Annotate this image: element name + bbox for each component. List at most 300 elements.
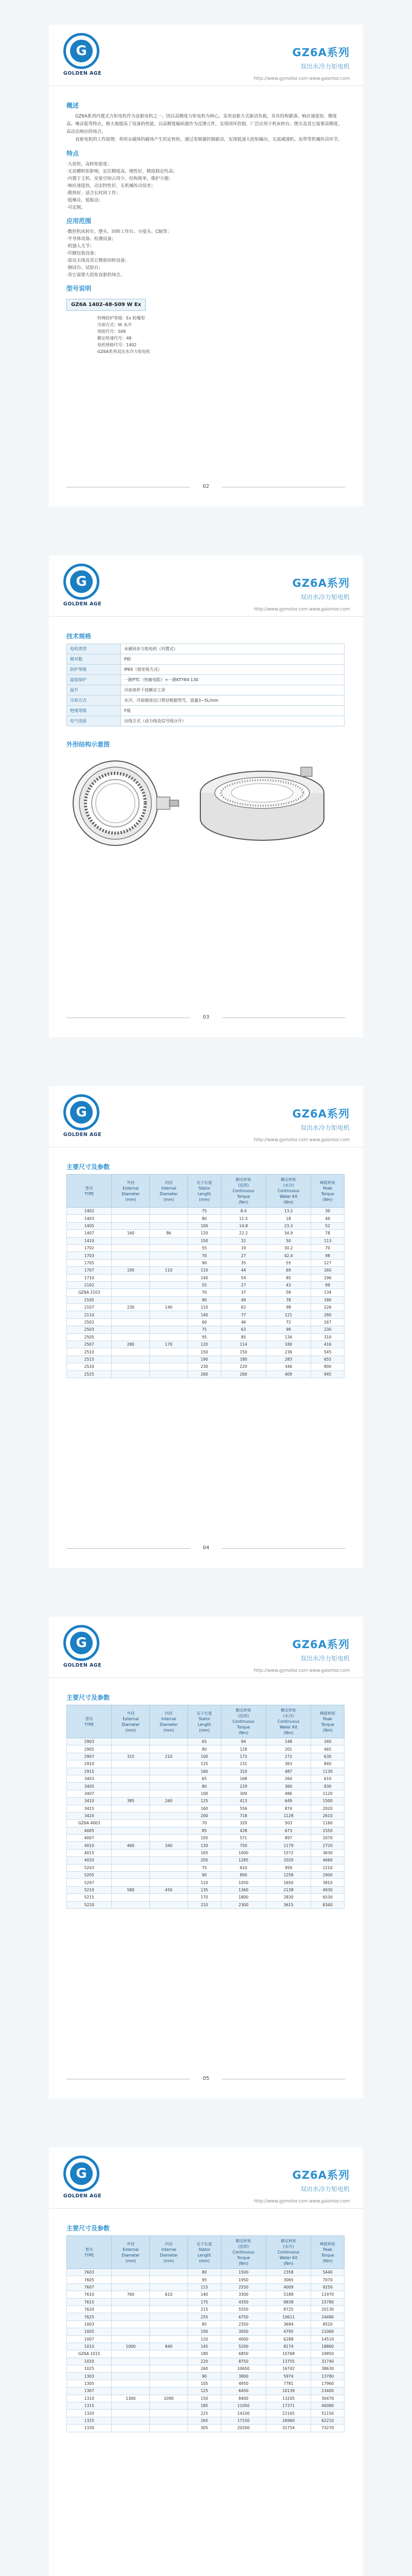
table-cell: 260 — [188, 2365, 221, 2372]
table-cell — [112, 1768, 150, 1775]
table-cell: 1320 — [67, 2410, 112, 2417]
table-cell: 7605 — [67, 2276, 112, 2283]
table-row — [67, 2380, 345, 2387]
table-row — [67, 1790, 345, 1797]
table-cell — [150, 1872, 188, 1879]
table-cell: 2720 — [311, 1842, 345, 1849]
table-cell: 1330 — [67, 2425, 112, 2432]
table-cell: 1403 — [67, 1215, 112, 1222]
table-cell: 874 — [266, 1805, 311, 1812]
table-cell: 173 — [221, 1753, 266, 1760]
table-row — [67, 1775, 345, 1782]
table-cell: 5200 — [221, 2343, 266, 2350]
page-02 — [0, 0, 412, 531]
table-cell: 1360 — [221, 1886, 266, 1893]
table-cell: 6288 — [266, 2335, 311, 2343]
table-cell: 50 — [266, 1237, 311, 1244]
spec-value: 一路PTC（热敏电阻）+一路KTY84-130 — [121, 675, 345, 685]
table-row — [67, 1252, 345, 1259]
table-row — [67, 1208, 345, 1215]
table-cell: 230 — [311, 1326, 345, 1333]
table-cell — [112, 1252, 150, 1259]
table-row — [67, 2350, 345, 2358]
table-cell: 5203 — [67, 1864, 112, 1871]
table-cell: 2105 — [67, 1296, 112, 1303]
table-cell: 610 — [311, 1775, 345, 1782]
table-cell: 8750 — [221, 2358, 266, 2365]
table-cell: 1120 — [311, 1790, 345, 1797]
table-cell: 2505 — [67, 1333, 112, 1341]
feature-item: ·可定制。 — [66, 205, 85, 210]
table-cell — [112, 2313, 150, 2320]
page-card — [49, 2147, 363, 2576]
table-cell: 3065 — [266, 2276, 311, 2283]
table-cell: 11.5 — [221, 1215, 266, 1222]
motor-front-view — [73, 761, 179, 845]
series-subtitle: 双出水冷力矩电机 — [300, 63, 350, 70]
table-cell: 7615 — [67, 2298, 112, 2306]
table-cell: 220 — [221, 1363, 266, 1370]
table-row — [67, 1805, 345, 1812]
spec-key: 电机类型 — [67, 644, 121, 654]
website-link[interactable]: http://www.gymotor.com www.gaiontor.com — [254, 76, 350, 81]
table-cell — [150, 1289, 188, 1296]
page-card — [49, 555, 363, 1037]
table-cell — [150, 1311, 188, 1318]
table-cell: 160 — [188, 1768, 221, 1775]
page-card — [49, 1617, 363, 2098]
table-cell: 3420 — [67, 1812, 112, 1819]
table-cell: 125 — [188, 1760, 221, 1768]
table-cell: 2905 — [67, 1745, 112, 1753]
table-cell — [150, 1768, 188, 1775]
table-cell: 230 — [112, 1304, 150, 1311]
page-body — [66, 2218, 346, 2432]
table-cell: 26960 — [266, 2417, 311, 2424]
table-cell: 55 — [188, 1281, 221, 1289]
table-row — [67, 2306, 345, 2313]
table-cell — [112, 2417, 150, 2424]
table-cell — [150, 2298, 188, 2306]
table-cell: 125 — [188, 2387, 221, 2395]
table-cell — [112, 1363, 150, 1370]
column-header: 额定转矩 (连续) Continuous Torque (Nm) — [221, 1705, 266, 1738]
series-title: GZ6A系列 — [292, 46, 350, 59]
table-cell — [150, 1901, 188, 1908]
column-header: 内径 Internal Diameter (mm) — [150, 1175, 188, 1208]
page-footer — [49, 1013, 363, 1023]
table-cell: 1572 — [266, 1849, 311, 1856]
table-cell — [112, 1296, 150, 1303]
table-row — [67, 1230, 345, 1237]
table-cell: 1003 — [67, 2320, 112, 2328]
table-cell: 416 — [311, 1341, 345, 1348]
table-cell: 165 — [188, 1849, 221, 1856]
table-cell — [112, 1864, 150, 1871]
table-cell — [150, 1805, 188, 1812]
table-cell: 150 — [188, 1348, 221, 1355]
table-cell — [150, 2269, 188, 2276]
column-header: 型号 TYPE — [67, 1705, 112, 1738]
table-cell: 6750 — [221, 2313, 266, 2320]
table-cell: 90 — [188, 1259, 221, 1266]
table-cell: 130 — [188, 1842, 221, 1849]
table-row — [67, 1215, 345, 1222]
brand-block — [293, 44, 350, 71]
table-cell — [112, 1281, 150, 1289]
table-cell — [150, 1222, 188, 1229]
table-cell: 428 — [221, 1827, 266, 1834]
table-cell — [112, 1237, 150, 1244]
table-cell: 3300 — [221, 2291, 266, 2298]
table-cell: 135 — [188, 1886, 221, 1893]
table-row — [67, 1842, 345, 1849]
table-cell: 65 — [188, 1738, 221, 1745]
table-cell: 180 — [266, 1341, 311, 1348]
table-row — [67, 2410, 345, 2417]
table-cell — [150, 2350, 188, 2358]
table-cell: 31740 — [311, 2358, 345, 2365]
table-cell: 4660 — [311, 1857, 345, 1864]
table-cell: 170 — [150, 1341, 188, 1348]
model-code: 4003 — [90, 1821, 100, 1826]
table-row — [67, 2320, 345, 2328]
table-cell: 4795 — [266, 2328, 311, 2335]
table-cell: 503 — [266, 1820, 311, 1827]
column-header: 额定转矩 (水冷) Continuous Water Kit (Nm) — [266, 2236, 311, 2269]
website-link[interactable]: http://www.gymotor.com www.gaiontor.com — [254, 607, 350, 612]
logo-g-icon: G — [70, 570, 93, 593]
table-cell: 340 — [311, 1738, 345, 1745]
table-cell: 167 — [311, 1318, 345, 1326]
table-cell: 44 — [221, 1267, 266, 1274]
table-row — [67, 665, 345, 675]
table-cell: 73270 — [311, 2425, 345, 2432]
table-cell: 16742 — [266, 2365, 311, 2372]
table-cell: 134 — [266, 1333, 311, 1341]
table-cell: 24850 — [311, 2350, 345, 2358]
motor-structure-drawing — [66, 752, 345, 855]
table-header-row — [67, 2236, 345, 2269]
table-cell: 2525 — [67, 1370, 112, 1378]
table-cell: 413 — [221, 1798, 266, 1805]
table-cell: 8725 — [266, 2306, 311, 2313]
table-cell — [150, 2313, 188, 2320]
table-cell: 105 — [188, 1835, 221, 1842]
table-cell: 7070 — [311, 2276, 345, 2283]
website-link[interactable]: http://www.gymotor.com www.gaiontor.com — [254, 1138, 350, 1143]
table-cell: 7625 — [67, 2313, 112, 2320]
table-cell — [112, 2365, 150, 2372]
spec-key: 温度保护 — [67, 675, 121, 685]
applications-heading: 应用范围 — [66, 217, 92, 225]
table-cell: 840 — [311, 1760, 345, 1768]
table-cell: 7781 — [266, 2380, 311, 2387]
table-row — [67, 2291, 345, 2298]
table-cell — [150, 1252, 188, 1259]
page-footer — [49, 1544, 363, 1554]
table-cell: 148 — [266, 1738, 311, 1745]
model-code: 2103 — [90, 1290, 100, 1295]
model-label: GZ6A — [78, 1290, 91, 1295]
table-cell: 1703 — [67, 1252, 112, 1259]
table-cell: 1307 — [67, 2387, 112, 2395]
table-cell — [150, 2410, 188, 2417]
website-link[interactable]: http://www.gymotor.com www.gaiontor.com — [254, 2199, 350, 2204]
table-cell: 86 — [150, 1230, 188, 1237]
table-cell — [150, 1849, 188, 1856]
table-cell: 830 — [311, 1783, 345, 1790]
page-body — [66, 1688, 346, 1909]
page-header — [49, 1617, 363, 1678]
column-header: 外径 External Diameter (mm) — [112, 1705, 150, 1738]
table-cell: 1410 — [67, 1237, 112, 1244]
table-cell: 11060 — [311, 2328, 345, 2335]
table-cell: 38630 — [311, 2365, 345, 2372]
table-cell: 80 — [188, 1215, 221, 1222]
table-cell: 5188 — [266, 2291, 311, 2298]
table-cell — [150, 1812, 188, 1819]
table-cell: 98 — [311, 1252, 345, 1259]
table-cell: 78 — [311, 1230, 345, 1237]
table-cell — [150, 1355, 188, 1363]
table-cell: 110 — [188, 1879, 221, 1886]
table-cell: 70 — [188, 1252, 221, 1259]
column-header: 额定转矩 (水冷) Continuous Water Kit (Nm) — [266, 1705, 311, 1738]
table-cell: 1310 — [67, 2395, 112, 2402]
feature-item: ·散热好，适合长时间工作； — [66, 191, 121, 196]
table-cell: 22165 — [266, 2410, 311, 2417]
table-cell: 110 — [188, 1304, 221, 1311]
table-cell: 120 — [188, 1230, 221, 1237]
table-cell: 1130 — [311, 1768, 345, 1775]
table-cell: 1128 — [266, 1812, 311, 1819]
table-cell — [150, 2387, 188, 2395]
table-row — [67, 2269, 345, 2276]
table-cell: 545 — [311, 1348, 345, 1355]
table-cell — [112, 1745, 150, 1753]
table-row — [67, 644, 345, 654]
table-row — [67, 1879, 345, 1886]
table-cell: 99 — [266, 1326, 311, 1333]
page-card — [49, 1086, 363, 1568]
series-subtitle: 双出水冷力矩电机 — [300, 594, 350, 601]
model-label: GZ6A — [78, 1821, 91, 1826]
table-cell: 5215 — [67, 1894, 112, 1901]
table-cell: 128 — [221, 1745, 266, 1753]
table-cell: 17960 — [311, 2380, 345, 2387]
table-cell: 210 — [150, 1753, 188, 1760]
table-cell: 385 — [112, 1798, 150, 1805]
column-header: 额定转矩 (水冷) Continuous Water Kit (Nm) — [266, 1175, 311, 1208]
table-row — [67, 1783, 345, 1790]
golden-age-logo — [61, 2156, 104, 2203]
overview-paragraph: GZ6A系列内置式力矩电机作为直驱电机之一，因以高精度力矩电机为核心，采用直驱方式驱动负载，具有结构紧凑、响应速度快、精度高、噪音低等特点，极大地提高了设备的性能。以高精度编码器作为反馈元件，实现闭环控制，广泛应用于机床转台、摆头及其它需要高精度、高动态响应的场合。 — [66, 114, 342, 134]
table-cell: 90 — [188, 1296, 221, 1303]
table-cell — [150, 1326, 188, 1333]
table-cell — [112, 2298, 150, 2306]
table-cell: 180 — [188, 2350, 221, 2358]
table-cell: 1300 — [112, 2395, 150, 2402]
table-cell: 51150 — [311, 2410, 345, 2417]
table-row — [67, 2276, 345, 2283]
table-cell — [112, 1244, 150, 1251]
page-number: 03 — [202, 1014, 210, 1020]
table-cell: 2915 — [67, 1768, 112, 1775]
table-cell: 19 — [221, 1244, 266, 1251]
table-cell: 2903 — [67, 1738, 112, 1745]
series-title: GZ6A系列 — [292, 2169, 350, 2181]
table-cell: 70 — [188, 1820, 221, 1827]
table-cell: 140 — [188, 2291, 221, 2298]
table-cell: 175 — [188, 2298, 221, 2306]
table-cell: 360 — [266, 1783, 311, 1790]
table-cell: 120 — [188, 1341, 221, 1348]
table-cell: 11970 — [311, 2291, 345, 2298]
table-cell: 3050 — [221, 2328, 266, 2335]
table-cell — [112, 1790, 150, 1797]
table-cell — [112, 2387, 150, 2395]
table-cell: 1315 — [67, 2402, 112, 2410]
table-cell: 62210 — [311, 2417, 345, 2424]
table-cell: 168 — [221, 1775, 266, 1782]
table-cell: 1010 — [67, 2343, 112, 2350]
table-row — [67, 2417, 345, 2424]
feature-item: ·大扭矩，高转矩密度； — [66, 162, 112, 167]
table-cell — [150, 1348, 188, 1355]
table-cell: 2830 — [266, 1894, 311, 1901]
table-cell: 1258 — [266, 1872, 311, 1879]
model-legend-line: GZ6A系列双出水冷力矩电机 — [97, 349, 150, 354]
table-cell: 260 — [221, 1370, 266, 1378]
footer-rule — [222, 1548, 346, 1549]
table-cell: 226 — [311, 1304, 345, 1311]
page-06 — [0, 2123, 412, 2576]
table-cell — [112, 1289, 150, 1296]
table-cell: 363 — [266, 1760, 311, 1768]
table-cell: 20130 — [311, 2306, 345, 2313]
table-cell: 1402 — [67, 1208, 112, 1215]
spec-value: 水冷，冷却液进出口管径根据型号，流量3~5L/min — [121, 696, 345, 706]
table-cell — [112, 1827, 150, 1834]
table-cell: 114 — [221, 1341, 266, 1348]
table-cell — [112, 2306, 150, 2313]
table-cell — [150, 1274, 188, 1281]
table-cell: 2610 — [311, 1812, 345, 1819]
table-cell — [112, 2335, 150, 2343]
table-cell: 70 — [311, 1244, 345, 1251]
table-cell — [112, 2372, 150, 2380]
brand-block — [293, 1636, 350, 1663]
table-cell: 1500 — [221, 2269, 266, 2276]
table-cell: 2900 — [311, 1872, 345, 1879]
page-body — [66, 626, 346, 857]
table-cell: 85 — [188, 1827, 221, 1834]
table-row — [67, 1259, 345, 1266]
table-cell: 75 — [188, 1326, 221, 1333]
table-cell: 2210 — [311, 1864, 345, 1871]
table-cell — [150, 2335, 188, 2343]
table-row — [67, 1886, 345, 1893]
table-cell: 1800 — [221, 1894, 266, 1901]
page-03 — [0, 531, 412, 1061]
table-cell: 236 — [266, 1348, 311, 1355]
table-cell: 90 — [188, 2372, 221, 2380]
table-cell: 673 — [266, 1827, 311, 1834]
table-cell: 110 — [188, 1267, 221, 1274]
feature-item: ·内置于主机，安装空间占用少，结构简单，维护方便； — [66, 176, 173, 181]
table-cell: 1020 — [67, 2358, 112, 2365]
table-cell: 255 — [188, 2313, 221, 2320]
table-cell: 1325 — [67, 2417, 112, 2424]
table-cell: 196 — [311, 1274, 345, 1281]
table-cell: 98 — [266, 1304, 311, 1311]
table-cell: 85 — [266, 1274, 311, 1281]
golden-age-logo — [61, 564, 104, 611]
table-cell: 70 — [188, 1289, 221, 1296]
table-cell: 150 — [188, 1237, 221, 1244]
table-row — [67, 1289, 345, 1296]
table-row — [67, 1296, 345, 1303]
table-cell — [150, 1259, 188, 1266]
table-cell: 13.2 — [266, 1208, 311, 1215]
table-row — [67, 1326, 345, 1333]
table-cell: 85 — [188, 2320, 221, 2328]
table-cell: 2102 — [67, 1281, 112, 1289]
table-row — [67, 1341, 345, 1348]
table-cell: 1160 — [311, 1820, 345, 1827]
spec-key: 温升 — [67, 685, 121, 696]
params-table — [66, 1174, 345, 1378]
table-cell — [150, 1894, 188, 1901]
website-link[interactable]: http://www.gymotor.com www.gaiontor.com — [254, 1668, 350, 1673]
table-cell: 310 — [221, 1768, 266, 1775]
table-cell: 3800 — [221, 2372, 266, 2380]
table-cell — [112, 1370, 150, 1378]
golden-age-logo — [61, 33, 104, 80]
model-legend-line: 额定转速代号：48 — [97, 336, 132, 341]
table-cell: 800 — [311, 1363, 345, 1370]
drawing-heading: 外形结构示意图 — [66, 741, 110, 748]
table-cell — [112, 2358, 150, 2365]
table-row — [67, 1857, 345, 1864]
table-row — [67, 1820, 345, 1827]
table-cell: 229 — [221, 1783, 266, 1790]
logo-g-icon: G — [70, 1632, 93, 1654]
table-cell: 10768 — [266, 2350, 311, 2358]
features-heading: 特点 — [66, 150, 79, 157]
table-cell: 2907 — [67, 1753, 112, 1760]
table-cell — [112, 1857, 150, 1864]
table-cell: 6530 — [311, 1894, 345, 1901]
table-cell: 3415 — [67, 1805, 112, 1812]
table-cell: 2515 — [67, 1355, 112, 1363]
table-cell: 4950 — [221, 2380, 266, 2387]
table-row — [67, 2283, 345, 2291]
table-cell: 140 — [150, 1304, 188, 1311]
table-cell: 5207 — [67, 1879, 112, 1886]
table-cell: 2350 — [221, 2320, 266, 2328]
table-row — [67, 1304, 345, 1311]
params-heading: 主要尺寸及参数 — [66, 1163, 110, 1171]
table-cell — [150, 1208, 188, 1215]
table-cell: 75 — [188, 1864, 221, 1871]
table-row — [67, 675, 345, 685]
table-cell: 460 — [112, 1842, 150, 1849]
table-cell: 10611 — [266, 2313, 311, 2320]
table-cell: 2507 — [67, 1341, 112, 1348]
table-cell: 95 — [188, 2276, 221, 2283]
